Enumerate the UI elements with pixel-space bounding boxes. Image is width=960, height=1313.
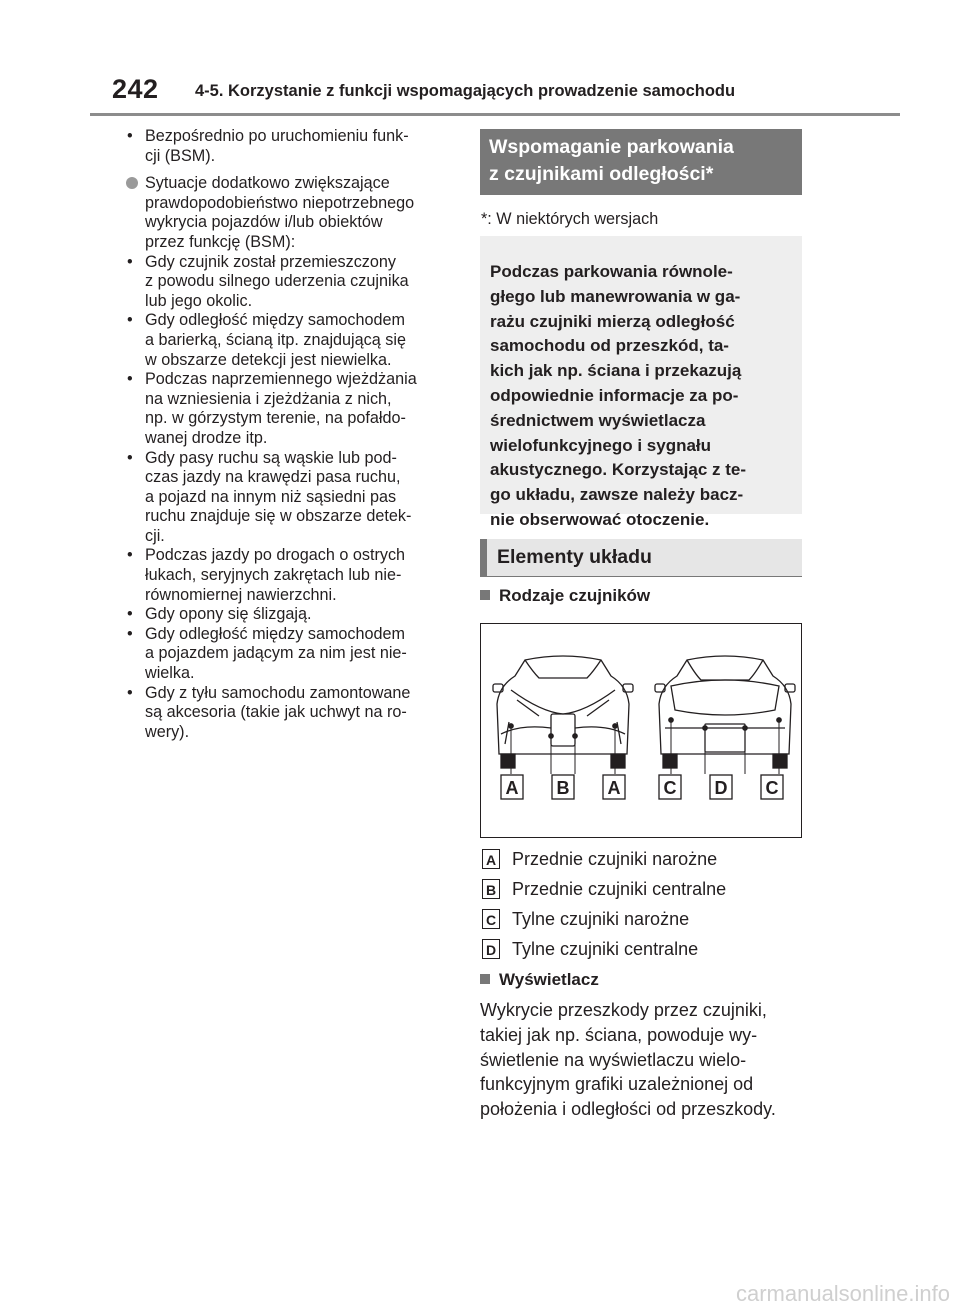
bullet-item xyxy=(117,625,462,684)
text-line: wanej drodze itp. xyxy=(145,428,268,447)
text-line: średnictwem wyświetlacza xyxy=(490,410,706,430)
bullet-item xyxy=(117,127,462,166)
text-line: • Gdy odległość między samochodem xyxy=(145,624,406,643)
text-line: rażu czujniki mierzą odległość xyxy=(490,311,735,331)
text-line: • Podczas naprzemiennego wjeżdżania xyxy=(145,370,417,389)
text-line: • Gdy pasy ruchu są wąskie lub pod- xyxy=(145,448,397,467)
text-line: łukach, seryjnych zakrętach lub nie- xyxy=(145,566,402,585)
text-line: • Gdy opony się ślizgają. xyxy=(145,605,312,624)
diagram-label: A xyxy=(505,778,519,798)
text-line: świetlenie na wyświetlaczu wielo- xyxy=(480,1049,747,1070)
text-line: Sytuacje dodatkowo zwiększające xyxy=(145,174,390,193)
section-title-box xyxy=(480,129,802,195)
text-line: równomiernej nawierzchni. xyxy=(145,585,337,604)
text-line: cji (BSM). xyxy=(145,146,216,165)
front-car-icon xyxy=(493,656,633,774)
bullet-item xyxy=(117,449,462,547)
text-line: a barierką, ścianą itp. znajdującą się xyxy=(145,330,406,349)
legend-item xyxy=(480,849,802,873)
text-line: np. w górzystym terenie, na pofałdo- xyxy=(145,409,406,428)
diagram-label: A xyxy=(607,778,621,798)
text-line: prawdopodobieństwo niepotrzebnego xyxy=(145,193,415,212)
legend-text: Tylne czujniki centralne xyxy=(512,939,699,959)
text-line: są akcesoria (takie jak uchwyt na ro- xyxy=(145,703,407,722)
diagram-label: B xyxy=(556,778,570,798)
diagram-label: D xyxy=(714,778,728,798)
text-line: a pojazdem jadącym za nim jest nie- xyxy=(145,644,407,663)
legend-item xyxy=(480,909,802,933)
text-line: samochodu od przeszkód, ta- xyxy=(490,336,729,356)
text-line: • Gdy czujnik został przemieszczony xyxy=(145,252,396,271)
text-line: wielofunkcyjnego i sygnału xyxy=(490,435,712,455)
text-line: akustycznego. Korzystając z te- xyxy=(490,460,747,480)
page-number: 242 xyxy=(112,74,159,104)
header-divider xyxy=(90,113,900,116)
bullet-item xyxy=(117,311,462,370)
text-line: ruchu znajduje się w obszarze detek- xyxy=(145,507,412,526)
legend-key: A xyxy=(482,849,500,869)
text-line: odpowiednie informacje za po- xyxy=(490,385,739,405)
circle-bullet-item xyxy=(117,174,462,252)
version-note: *: W niektórych wersjach xyxy=(481,210,659,228)
text-line: czas jazdy na krawędzi pasa ruchu, xyxy=(145,468,401,487)
sensor-diagram xyxy=(480,623,802,838)
legend-item xyxy=(480,939,802,963)
section-title-line: Wspomaganie parkowania xyxy=(489,136,734,158)
text-line: kich jak np. ściana i przekazują xyxy=(490,361,742,381)
text-line: funkcyjnym grafiki uzależnionej od xyxy=(480,1074,754,1095)
bullet-item xyxy=(117,546,462,605)
legend-key: D xyxy=(482,939,500,959)
text-line: przez funkcję (BSM): xyxy=(145,232,296,251)
text-line: na wzniesienia i zjeżdżania z nich, xyxy=(145,389,392,408)
text-line: a pojazd na innym niż sąsiedni pas xyxy=(145,487,397,506)
sensors-heading: Rodzaje czujników xyxy=(480,586,650,606)
text-line: go układu, zawsze należy bacz- xyxy=(490,485,744,505)
bullet-item xyxy=(117,605,462,625)
text-line: • Gdy z tyłu samochodu zamontowane xyxy=(145,683,411,702)
page-header xyxy=(90,74,900,114)
diagram-label: C xyxy=(663,778,677,798)
bullet-item xyxy=(117,684,462,743)
text-line: Wykrycie przeszkody przez czujniki, xyxy=(480,1000,767,1020)
rear-car-icon xyxy=(655,656,795,774)
intro-box xyxy=(480,236,802,529)
text-line: położenia i odległości od przeszkody. xyxy=(480,1099,776,1120)
diagram-label: C xyxy=(765,778,779,798)
chapter-title: 4-5. Korzystanie z funkcji wspomagających prowadzenie samochodu xyxy=(195,82,736,100)
legend-text: Przednie czujniki narożne xyxy=(512,849,718,869)
text-line: wery). xyxy=(145,722,190,741)
car-illustration xyxy=(481,624,801,837)
text-line: lub jego okolic. xyxy=(145,291,253,310)
legend-item xyxy=(480,879,802,903)
left-column xyxy=(117,127,462,742)
section-title-line: z czujnikami odległości* xyxy=(489,163,714,185)
watermark: carmanualsonline.info xyxy=(735,1281,950,1306)
text-line: nie obserwować otoczenie. xyxy=(490,509,710,529)
text-line: takiej jak np. ściana, powoduje wy- xyxy=(480,1024,758,1045)
subsection-header: Elementy układu xyxy=(480,539,802,577)
text-line: • Bezpośrednio po uruchomieniu funk- xyxy=(145,127,409,145)
text-line: wielka. xyxy=(145,664,195,683)
display-description xyxy=(480,998,810,1122)
text-line: • Gdy odległość między samochodem xyxy=(145,311,406,330)
text-line: • Podczas jazdy po drogach o ostrych xyxy=(145,546,406,565)
legend-key: B xyxy=(482,879,500,899)
bullet-item xyxy=(117,370,462,448)
text-line: z powodu silnego uderzenia czujnika xyxy=(145,272,409,291)
text-line: w obszarze detekcji jest niewielka. xyxy=(145,350,392,369)
text-line: wykrycia pojazdów i/lub obiektów xyxy=(145,213,383,232)
display-heading: Wyświetlacz xyxy=(480,970,599,990)
bullet-item xyxy=(117,253,462,312)
text-line: Podczas parkowania równole- xyxy=(490,262,733,281)
legend-text: Przednie czujniki centralne xyxy=(512,879,727,899)
text-line: cji. xyxy=(145,526,165,545)
text-line: głego lub manewrowania w ga- xyxy=(490,286,741,306)
legend-key: C xyxy=(482,909,500,929)
legend-text: Tylne czujniki narożne xyxy=(512,909,690,929)
